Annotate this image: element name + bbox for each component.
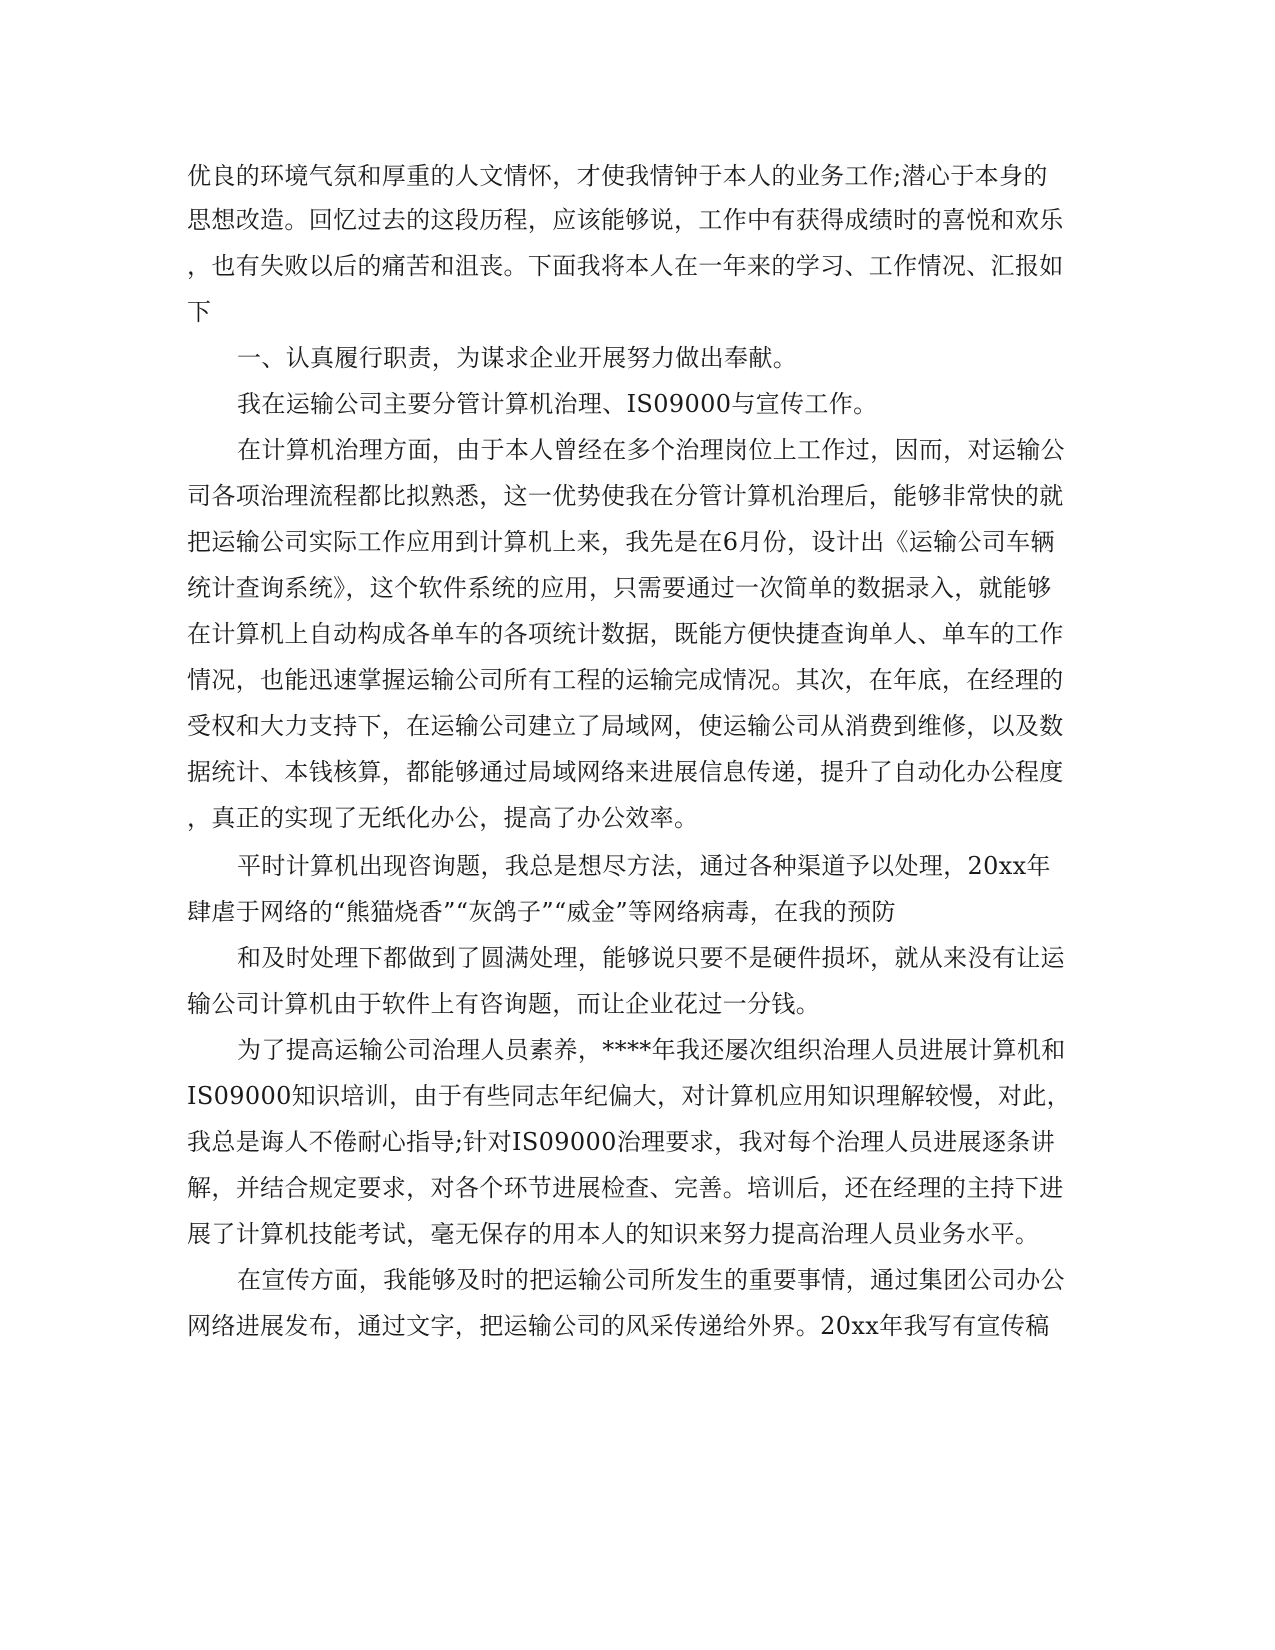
text-line: 肆虐于网络的“熊猫烧香”“灰鸽子”“威金”等网络病毒，在我的预防 <box>187 898 896 926</box>
text-line: ，也有失败以后的痛苦和沮丧。下面我将本人在一年来的学习、工作情况、汇报如 <box>187 252 1064 280</box>
text-line: 司各项治理流程都比拟熟悉，这一优势使我在分管计算机治理后，能够非常快的就 <box>187 482 1064 510</box>
text-line: 在宣传方面，我能够及时的把运输公司所发生的重要事情，通过集团公司办公 <box>237 1266 1065 1294</box>
text-line: 展了计算机技能考试，毫无保存的用本人的知识来努力提高治理人员业务水平。 <box>187 1220 1040 1248</box>
text-line: 思想改造。回忆过去的这段历程，应该能够说，工作中有获得成绩时的喜悦和欢乐 <box>187 206 1064 234</box>
text-line: 网络进展发布，通过文字，把运输公司的风采传递给外界。20xx年我写有宣传稿 <box>187 1312 1050 1340</box>
text-line: 优良的环境气氛和厚重的人文情怀，才使我情钟于本人的业务工作;潜心于本身的 <box>187 162 1048 190</box>
text-line: 我在运输公司主要分管计算机治理、IS09000与宣传工作。 <box>237 390 878 418</box>
text-line: 情况，也能迅速掌握运输公司所有工程的运输完成情况。其次，在年底，在经理的 <box>187 666 1064 694</box>
text-line: 输公司计算机由于软件上有咨询题，而让企业花过一分钱。 <box>187 990 821 1018</box>
text-line: 下 <box>187 298 212 326</box>
text-line: 据统计、本钱核算，都能够通过局域网络来进展信息传递，提升了自动化办公程度 <box>187 758 1064 786</box>
text-line: 受权和大力支持下，在运输公司建立了局域网，使运输公司从消费到维修，以及数 <box>187 712 1064 740</box>
text-line: 在计算机上自动构成各单车的各项统计数据，既能方便快捷查询单人、单车的工作 <box>187 620 1064 648</box>
text-line: ，真正的实现了无纸化办公，提高了办公效率。 <box>187 804 699 832</box>
text-line: 为了提高运输公司治理人员素养，****年我还屡次组织治理人员进展计算机和 <box>237 1036 1066 1064</box>
section-heading: 一、认真履行职责，为谋求企业开展努力做出奉献。 <box>237 344 798 372</box>
text-line: 统计查询系统》，这个软件系统的应用，只需要通过一次简单的数据录入，就能够 <box>187 574 1052 602</box>
text-line: IS09000知识培训，由于有些同志年纪偏大，对计算机应用知识理解较慢，对此， <box>187 1082 1071 1110</box>
text-line: 把运输公司实际工作应用到计算机上来，我先是在6月份，设计出《运输公司车辆 <box>187 528 1055 556</box>
text-line: 我总是诲人不倦耐心指导;针对IS09000治理要求，我对每个治理人员进展逐条讲 <box>187 1128 1056 1156</box>
text-line: 和及时处理下都做到了圆满处理，能够说只要不是硬件损坏，就从来没有让运 <box>237 944 1065 972</box>
text-line: 平时计算机出现咨询题，我总是想尽方法，通过各种渠道予以处理，20xx年 <box>237 852 1051 880</box>
text-line: 在计算机治理方面，由于本人曾经在多个治理岗位上工作过，因而，对运输公 <box>237 436 1065 464</box>
text-line: 解，并结合规定要求，对各个环节进展检查、完善。培训后，还在经理的主持下进 <box>187 1174 1064 1202</box>
